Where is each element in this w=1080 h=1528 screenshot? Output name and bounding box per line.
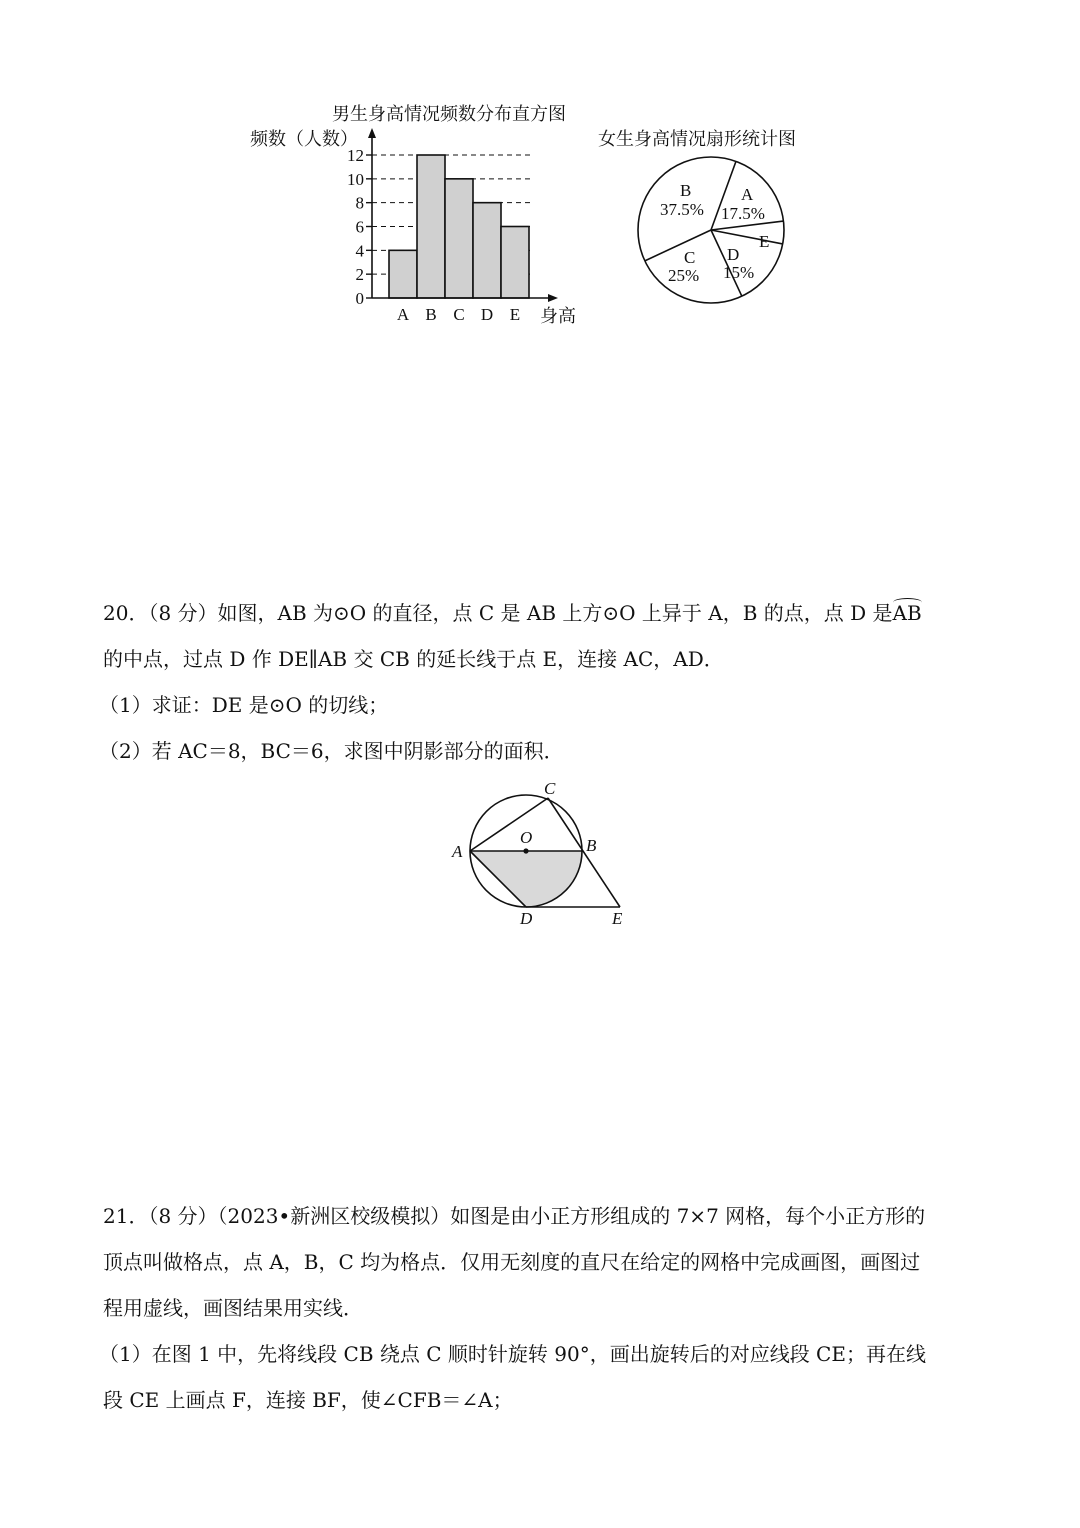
q20-part-2: （2）若 AC＝8，BC＝6，求图中阴影部分的面积． (99, 739, 564, 763)
histogram-x-tick-label: D (480, 305, 494, 324)
histogram-y-tick-label: 2 (355, 265, 364, 285)
shaded-region (470, 851, 582, 907)
histogram-x-ticks (397, 305, 520, 324)
pie-label-b: B (680, 181, 692, 200)
q20-line-1-text: 20．（8 分）如图，AB 为⊙O 的直径，点 C 是 AB 上方⊙O 上异于 A，B 的点，点 D 是 (103, 601, 893, 625)
label-d: D (520, 909, 533, 928)
pie-percent-d: 15% (723, 263, 755, 282)
histogram-y-tick-label: 12 (347, 146, 364, 165)
q20-line-2: 的中点，过点 D 作 DE∥AB 交 CB 的延长线于点 E，连接 AC，AD． (103, 647, 724, 671)
histogram-bar-d (473, 203, 501, 298)
label-o: O (520, 828, 533, 847)
histogram-x-tick-label: E (509, 305, 521, 324)
histogram-y-tick-label: 0 (355, 289, 364, 308)
pie-label-d: D (727, 245, 740, 264)
q21-line-3: 程用虚线，画图结果用实线． (103, 1296, 363, 1320)
histogram-bar-c (445, 179, 473, 298)
q20-arc-ab: AB (893, 590, 922, 636)
histogram-ylabel: 频数（人数） (250, 129, 358, 150)
histogram-xlabel: 身高 (540, 306, 576, 327)
pie-label-a: A (741, 185, 754, 204)
center-point-o (523, 848, 528, 853)
q20-line-1 (103, 590, 983, 636)
histogram-x-tick-label: A (396, 305, 410, 324)
histogram-y-tick-label: 8 (355, 193, 364, 213)
q20-part-1: （1）求证：DE 是⊙O 的切线； (99, 693, 389, 717)
histogram-title: 男生身高情况频数分布直方图 (332, 104, 566, 125)
histogram-y-tick-label: 4 (355, 241, 364, 261)
pie-label-c: C (684, 248, 696, 267)
pie-label-e: E (759, 232, 770, 251)
label-e: E (612, 909, 623, 928)
histogram-chart (0, 0, 620, 340)
q21-line-4: （1）在图 1 中，先将线段 CB 绕点 C 顺时针旋转 90°，画出旋转后的对应线段 CE；再在线 (99, 1342, 926, 1366)
q21-line-1: 21．（8 分）（2023•新洲区校级模拟）如图是由小正方形组成的 7×7 网格，每个小正方形的 (103, 1204, 926, 1228)
q21-line-5: 段 CE 上画点 F，连接 BF，使∠CFB＝∠A； (103, 1388, 513, 1412)
histogram-x-tick-label: B (425, 305, 437, 324)
label-b: B (586, 836, 597, 855)
histogram-y-ticks (347, 146, 372, 308)
pie-percent-a: 17.5% (721, 204, 765, 223)
pie-percent-b: 37.5% (660, 200, 704, 219)
question-20 (99, 590, 983, 774)
histogram-y-tick-label: 10 (347, 169, 364, 189)
histogram-bar-b (417, 155, 445, 298)
segment-ac (470, 798, 548, 851)
histogram-bar-e (501, 227, 529, 299)
histogram-bar-a (389, 250, 417, 298)
q21-line-2: 顶点叫做格点，点 A，B，C 均为格点．仅用无刻度的直尺在给定的网格中完成画图，画图过 (103, 1250, 921, 1274)
histogram-x-tick-label: C (453, 305, 465, 324)
histogram-y-arrow (368, 128, 376, 138)
pie-title: 女生身高情况扇形统计图 (598, 129, 796, 150)
pie-percent-c: 25% (668, 266, 700, 285)
histogram-x-arrow (548, 294, 558, 302)
question-21 (99, 1193, 983, 1423)
histogram-y-tick-label: 6 (355, 217, 364, 237)
q20-figure (440, 770, 640, 930)
label-c: C (544, 779, 556, 798)
pie-chart (580, 110, 860, 320)
label-a: A (452, 842, 463, 861)
